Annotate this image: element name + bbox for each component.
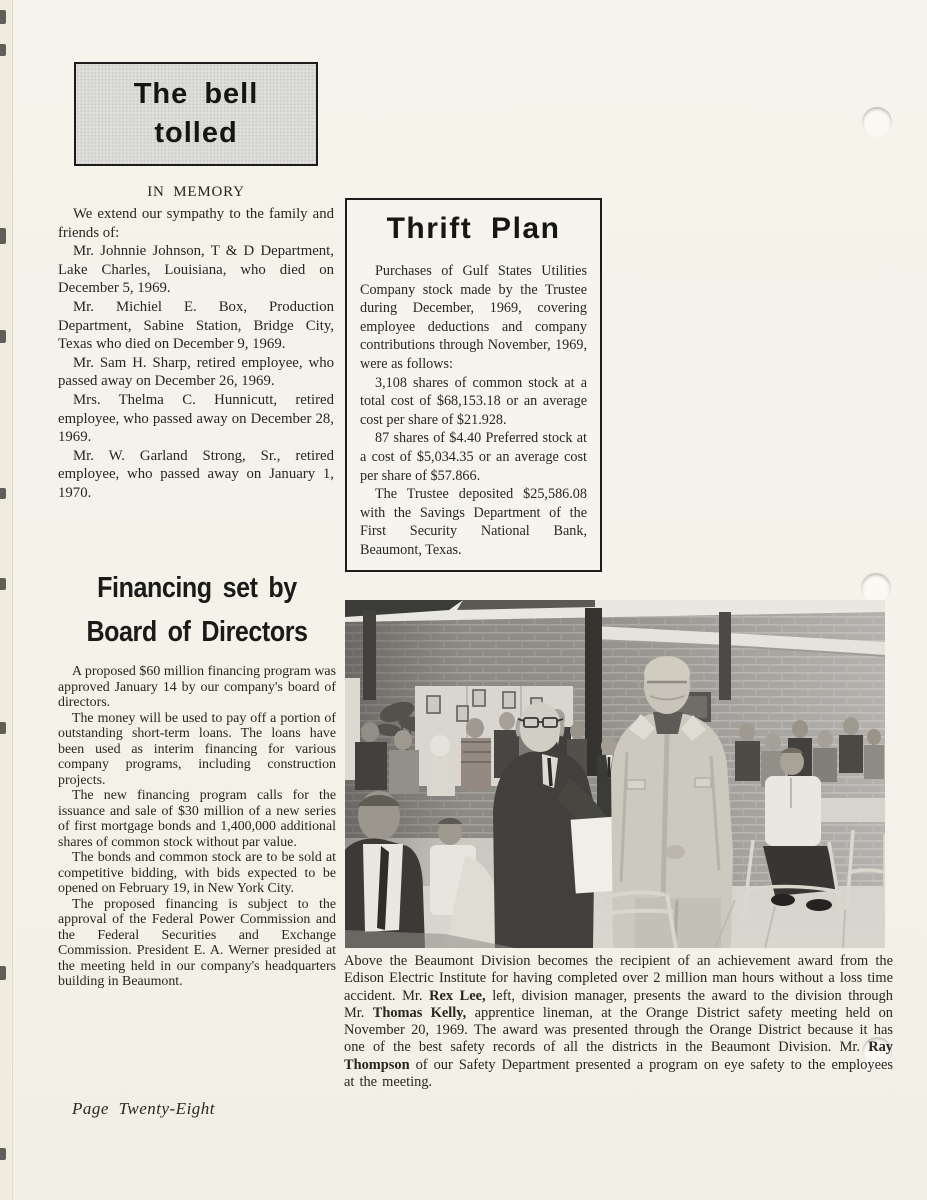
scan-edge-mark [0,228,6,244]
paragraph: 3,108 shares of common stock at a total cost of $68,153.18 or an average cost per share of $21.928. [360,374,587,428]
punch-hole [862,107,892,137]
caption-text: apprentice lineman, at the Orange District safety meeting held on November 20, 1969. The award was presented through the Orange District because it has one of the best safety records of all the districts in the Beaumont Division. Mr. [344,1004,893,1056]
bell-headline-line2: tolled [154,117,238,149]
thrift-plan-title: Thrift Plan [386,212,561,245]
photo-caption [344,953,893,1091]
scan-edge-mark [0,330,6,343]
financing-heading [75,566,320,654]
caption-person-name: Thomas Kelly, [372,1004,467,1021]
paragraph: The proposed financing is subject to the approval of the Federal Power Commission and the Federal Securities and Exchange Commission. President E. A. Werner presided at the meeting held in our company's headquarters building in Beaumont. [58,896,336,989]
scan-edge-strip [0,0,13,1200]
caption-person-name: Ray Thompson [344,1039,893,1073]
paragraph: The Trustee deposited $25,586.08 with the Savings Department of the First Security National Bank, Beaumont, Texas. [360,486,587,558]
caption-person-name: Rex Lee, [429,987,486,1004]
photo-illustration [345,600,885,948]
financing-section [58,566,336,990]
financing-heading-line2: Board of Directors [86,616,308,648]
scan-edge-mark [0,1148,6,1160]
paragraph: Mr. W. Garland Strong, Sr., retired employee, who passed away on January 1, 1970. [58,447,334,501]
financing-paragraphs [58,664,336,990]
in-memory-heading: IN MEMORY [147,184,245,200]
thrift-plan-paragraphs [360,262,587,560]
paragraph: A proposed $60 million financing program was approved January 14 by our company's board of directors. [58,664,336,710]
caption-text: Above the Beaumont Division becomes the recipient of an achievement award from the Edison Electric Institute for having completed over 2 million man hours without a loss time accident. Mr. [344,953,893,1004]
bell-headline-line1: The bell [133,78,259,110]
paragraph: Purchases of Gulf States Utilities Company stock made by the Trustee during December, 1969, covering employee deductions and company contributions through November, 1969, were as follows: [360,263,587,372]
thrift-plan-box [345,198,602,572]
paragraph: Mr. Michiel E. Box, Production Department, Sabine Station, Bridge City, Texas who died on December 9, 1969. [58,298,334,353]
scan-edge-mark [0,10,6,24]
paragraph: The bonds and common stock are to be sold at competitive bidding, with bids expected to be opened on February 19, in New York City. [58,850,336,896]
caption-text: of our Safety Department presented a program on eye safety to the employees at the meeting. [344,1056,893,1091]
scan-edge-mark [0,722,6,734]
paragraph: The money will be used to pay off a portion of outstanding short-term loans. The loans have been used as interim financing for various company programs, including construction projects. [58,710,336,788]
bell-tolled-headline-box [74,62,318,166]
award-presentation-photo [345,600,885,948]
paragraph: 87 shares of $4.40 Preferred stock at a cost of $5,034.35 or an average cost per share of $57.866. [360,430,587,484]
financing-heading-line1: Financing set by [97,572,297,604]
in-memory-section [58,184,334,503]
scan-edge-mark [0,488,6,499]
caption-text: left, division manager, presents the award to the division through Mr. [344,987,893,1021]
punch-hole [861,573,891,603]
paragraph: Mr. Johnnie Johnson, T & D Department, Lake Charles, Louisiana, who died on December 5, 1969. [58,243,334,297]
paragraph: Mr. Sam H. Sharp, retired employee, who passed away on December 26, 1969. [58,354,334,390]
scan-edge-mark [0,578,6,590]
scan-edge-mark [0,966,6,980]
in-memory-paragraphs [58,205,334,503]
scan-edge-mark [0,44,6,56]
paragraph: Mrs. Thelma C. Hunnicutt, retired employee, who passed away on December 28, 1969. [58,391,334,446]
paragraph: We extend our sympathy to the family and friends of: [58,206,334,241]
page-number: Page Twenty-Eight [72,1099,216,1118]
paragraph: The new financing program calls for the issuance and sale of $30 million of a new series of first mortgage bonds and 1,400,000 additional shares of common stock without par value. [58,788,336,850]
